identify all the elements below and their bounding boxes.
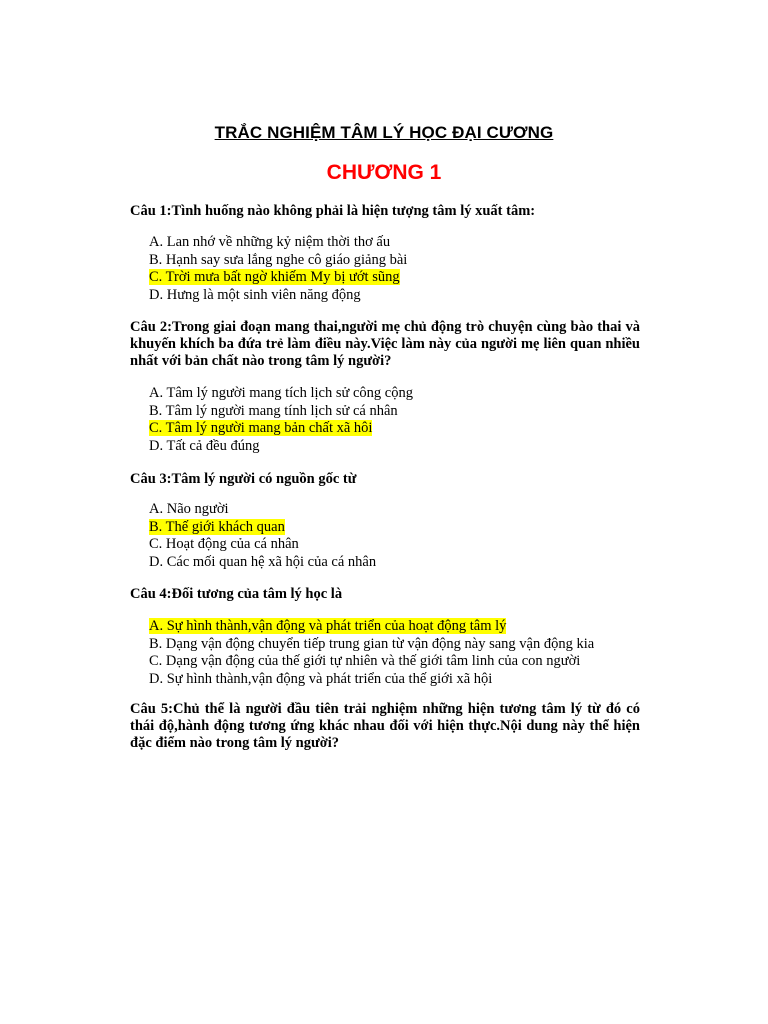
option-1b[interactable]: B. Hạnh say sưa lắng nghe cô giáo giảng bài xyxy=(149,251,408,268)
option-2b[interactable]: B. Tâm lý người mang tính lịch sử cá nhân xyxy=(149,402,398,419)
option-2d[interactable]: D. Tất cả đều đúng xyxy=(149,437,260,454)
option-1c-answer[interactable]: C. Trời mưa bất ngờ khiếm My bị ướt sũng xyxy=(149,269,400,285)
option-3b-answer[interactable]: B. Thế giới khách quan xyxy=(149,518,285,535)
option-4a-answer[interactable]: A. Sự hình thành,vận động và phát triển của hoạt động tâm lý xyxy=(149,618,507,634)
option-3c[interactable]: C. Hoạt động của cá nhân xyxy=(149,536,299,552)
document-title: TRẮC NGHIỆM TÂM LÝ HỌC ĐẠI CƯƠNG xyxy=(214,123,554,142)
question-4-options xyxy=(149,618,594,688)
question-5: Câu 5:Chủ thể là người đầu tiên trải nghiệm những hiện tương tâm lý từ đó có thái độ,hành động tương ứng khác nhau đối với hiện thực.Nội dung này thể hiện đặc điểm nào trong tâm lý người? xyxy=(130,701,640,751)
option-2c-answer[interactable]: C. Tâm lý người mang bản chất xã hôi xyxy=(149,420,373,436)
chapter-heading: CHƯƠNG 1 xyxy=(326,161,442,184)
question-2-options xyxy=(149,385,413,455)
option-3a[interactable]: A. Não người xyxy=(149,501,229,517)
question-3-options xyxy=(149,501,376,571)
question-1: Câu 1:Tình huống nào không phải là hiện tượng tâm lý xuất tâm: xyxy=(130,203,536,219)
question-4: Câu 4:Đối tương của tâm lý học là xyxy=(130,586,343,602)
option-4b[interactable]: B. Dạng vận động chuyển tiếp trung gian từ vận động này sang vận động kia xyxy=(149,635,595,652)
option-2a[interactable]: A. Tâm lý người mang tích lịch sử công cộng xyxy=(149,385,413,401)
question-3: Câu 3:Tâm lý người có nguồn gốc từ xyxy=(130,471,357,487)
option-4d[interactable]: D. Sự hình thành,vận động và phát triển của thế giới xã hội xyxy=(149,670,493,687)
option-3d[interactable]: D. Các mối quan hệ xã hội của cá nhân xyxy=(149,553,377,570)
option-4c[interactable]: C. Dạng vận động của thế giới tự nhiên và thế giới tâm linh của con người xyxy=(149,653,581,669)
option-1d[interactable]: D. Hưng là một sinh viên năng động xyxy=(149,286,361,303)
option-1a[interactable]: A. Lan nhớ về những kỷ niệm thời thơ ấu xyxy=(149,234,391,250)
question-1-options xyxy=(149,234,407,304)
question-2: Câu 2:Trong giai đoạn mang thai,người mẹ chủ động trò chuyện cùng bào thai và khuyến khích ba đứa trẻ làm điều này.Việc làm này của người mẹ liên quan nhiều nhất với bản chất nào trong tâm lý người? xyxy=(130,319,640,369)
